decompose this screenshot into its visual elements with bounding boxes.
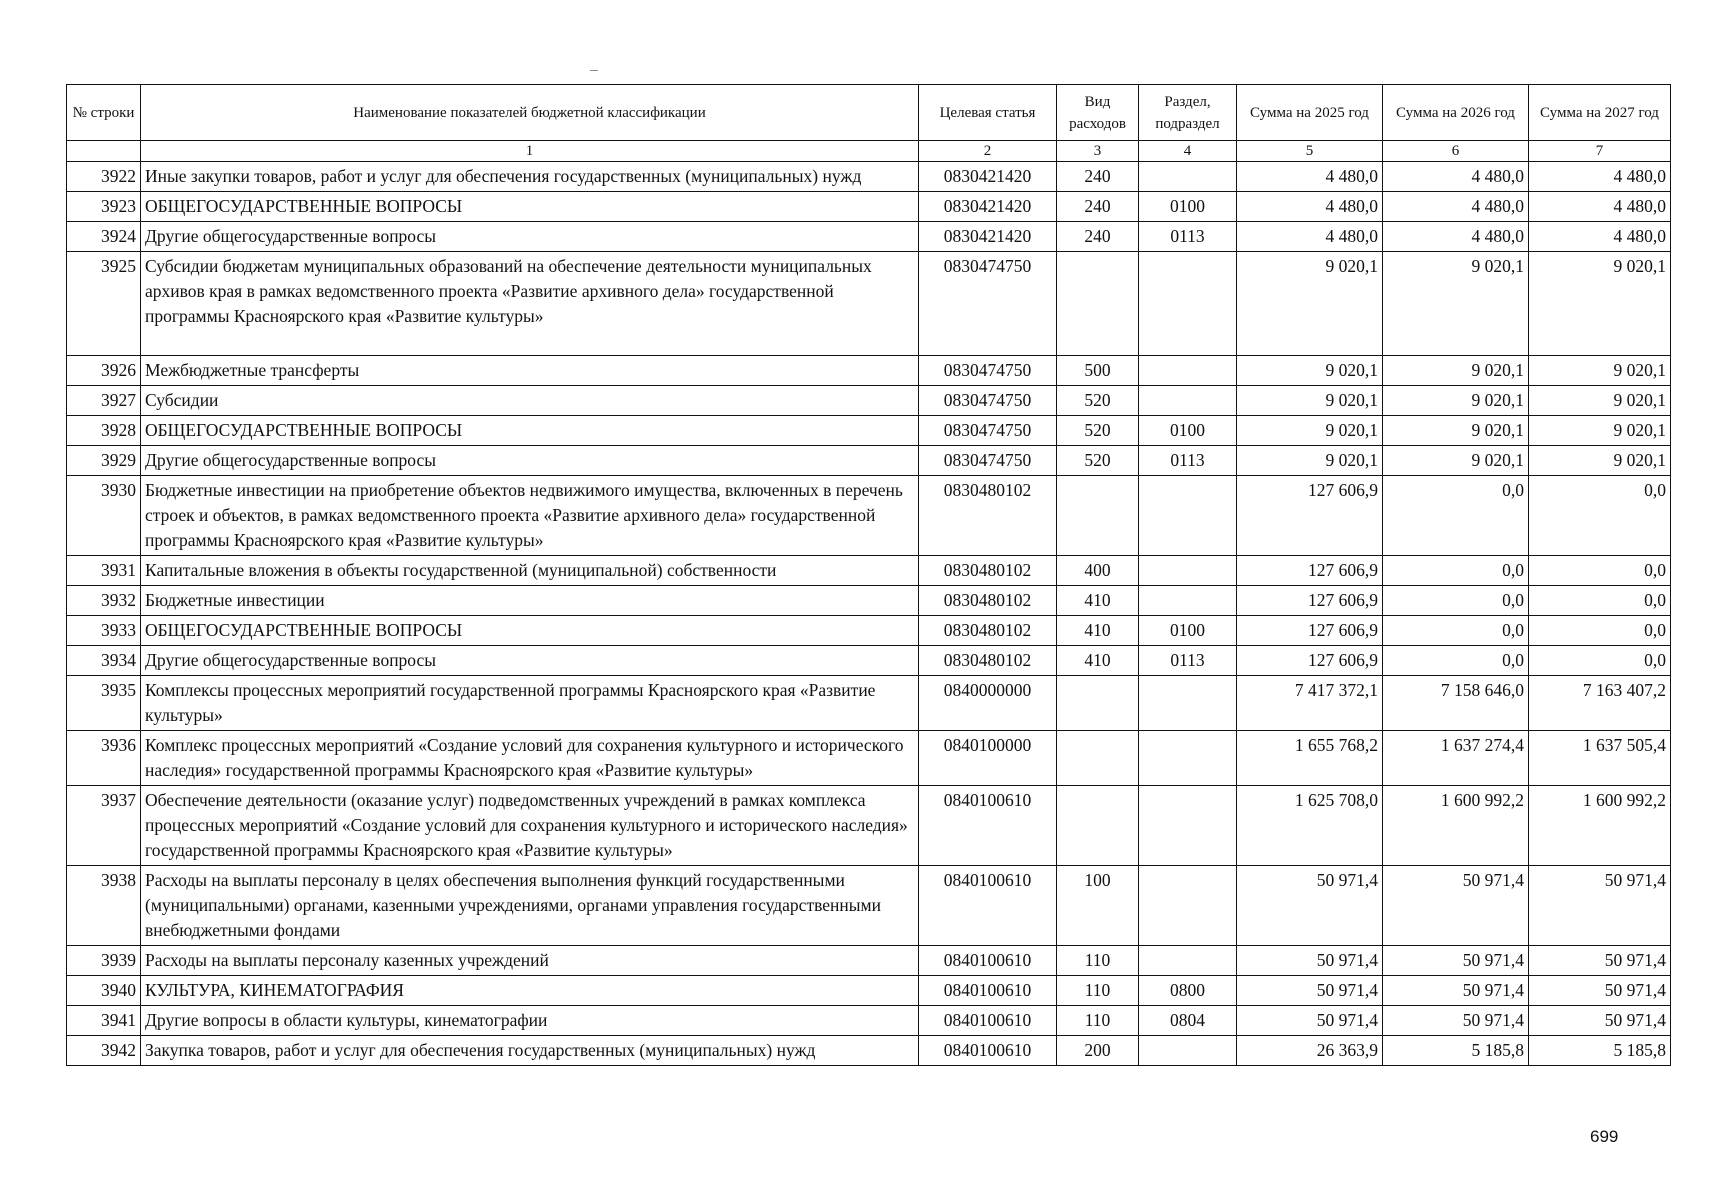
section-code-cell: 0100 <box>1139 192 1237 222</box>
table-row <box>67 556 1671 586</box>
sum-2027-cell: 4 480,0 <box>1529 162 1671 192</box>
target-article-cell: 0840000000 <box>919 676 1057 731</box>
section-code-cell: 0113 <box>1139 446 1237 476</box>
sum-2026-cell: 1 637 274,4 <box>1383 731 1529 786</box>
sum-2027-cell: 0,0 <box>1529 476 1671 556</box>
section-code-cell: 0800 <box>1139 976 1237 1006</box>
table-row <box>67 616 1671 646</box>
sum-2025-cell: 26 363,9 <box>1237 1036 1383 1066</box>
target-article-cell: 0830421420 <box>919 192 1057 222</box>
sum-2025-cell: 127 606,9 <box>1237 586 1383 616</box>
target-article-cell: 0840100610 <box>919 1006 1057 1036</box>
target-article-cell: 0840100610 <box>919 1036 1057 1066</box>
target-article-cell: 0840100610 <box>919 946 1057 976</box>
target-article-cell: 0830480102 <box>919 556 1057 586</box>
header-sum-2025: Сумма на 2025 год <box>1237 85 1383 141</box>
sum-2025-cell: 127 606,9 <box>1237 646 1383 676</box>
indicator-name-cell: Другие вопросы в области культуры, кинематографии <box>141 1006 919 1036</box>
row-number-cell: 3928 <box>67 416 141 446</box>
sum-2026-cell: 4 480,0 <box>1383 162 1529 192</box>
target-article-cell: 0840100610 <box>919 786 1057 866</box>
sum-2025-cell: 1 655 768,2 <box>1237 731 1383 786</box>
section-code-cell: 0113 <box>1139 222 1237 252</box>
section-code-cell <box>1139 946 1237 976</box>
target-article-cell: 0830474750 <box>919 446 1057 476</box>
sum-2025-cell: 9 020,1 <box>1237 252 1383 356</box>
sum-2027-cell: 9 020,1 <box>1529 252 1671 356</box>
indicator-name-cell: Расходы на выплаты персоналу в целях обеспечения выполнения функций государственными (муниципальными) органами, казенными учреждениями, органами управления государственными внебюджетными фондами <box>141 866 919 946</box>
column-number-blank <box>67 141 141 162</box>
column-number: 3 <box>1057 141 1139 162</box>
indicator-name-cell: Капитальные вложения в объекты государственной (муниципальной) собственности <box>141 556 919 586</box>
indicator-name-cell: Субсидии бюджетам муниципальных образований на обеспечение деятельности муниципальных архивов края в рамках ведомственного проекта «Развитие архивного дела» государственной программы Красноярского края «Развитие культуры» <box>141 252 919 356</box>
sum-2026-cell: 9 020,1 <box>1383 416 1529 446</box>
target-article-cell: 0830474750 <box>919 252 1057 356</box>
expense-type-cell: 410 <box>1057 646 1139 676</box>
expense-type-cell <box>1057 252 1139 356</box>
sum-2025-cell: 1 625 708,0 <box>1237 786 1383 866</box>
section-code-cell <box>1139 386 1237 416</box>
sum-2026-cell: 4 480,0 <box>1383 222 1529 252</box>
sum-2026-cell: 9 020,1 <box>1383 386 1529 416</box>
target-article-cell: 0830474750 <box>919 386 1057 416</box>
row-number-cell: 3924 <box>67 222 141 252</box>
section-code-cell <box>1139 252 1237 356</box>
table-row <box>67 386 1671 416</box>
sum-2026-cell: 0,0 <box>1383 586 1529 616</box>
sum-2026-cell: 0,0 <box>1383 646 1529 676</box>
sum-2027-cell: 9 020,1 <box>1529 386 1671 416</box>
section-code-cell: 0100 <box>1139 616 1237 646</box>
sum-2027-cell: 50 971,4 <box>1529 1006 1671 1036</box>
expense-type-cell <box>1057 786 1139 866</box>
expense-type-cell: 410 <box>1057 586 1139 616</box>
section-code-cell: 0100 <box>1139 416 1237 446</box>
header-indicator-name: Наименование показателей бюджетной классификации <box>141 85 919 141</box>
sum-2025-cell: 7 417 372,1 <box>1237 676 1383 731</box>
column-number: 4 <box>1139 141 1237 162</box>
sum-2025-cell: 50 971,4 <box>1237 976 1383 1006</box>
expense-type-cell: 200 <box>1057 1036 1139 1066</box>
table-row <box>67 786 1671 866</box>
indicator-name-cell: Межбюджетные трансферты <box>141 356 919 386</box>
indicator-name-cell: ОБЩЕГОСУДАРСТВЕННЫЕ ВОПРОСЫ <box>141 416 919 446</box>
scan-artifact <box>590 70 598 71</box>
section-code-cell: 0113 <box>1139 646 1237 676</box>
header-expense-type: Вид расходов <box>1057 85 1139 141</box>
indicator-name-cell: ОБЩЕГОСУДАРСТВЕННЫЕ ВОПРОСЫ <box>141 192 919 222</box>
row-number-cell: 3938 <box>67 866 141 946</box>
sum-2026-cell: 1 600 992,2 <box>1383 786 1529 866</box>
expense-type-cell: 500 <box>1057 356 1139 386</box>
sum-2025-cell: 4 480,0 <box>1237 192 1383 222</box>
section-code-cell <box>1139 356 1237 386</box>
sum-2025-cell: 4 480,0 <box>1237 222 1383 252</box>
table-row <box>67 731 1671 786</box>
row-number-cell: 3933 <box>67 616 141 646</box>
section-code-cell <box>1139 786 1237 866</box>
section-code-cell <box>1139 586 1237 616</box>
indicator-name-cell: Другие общегосударственные вопросы <box>141 646 919 676</box>
expense-type-cell <box>1057 731 1139 786</box>
target-article-cell: 0830474750 <box>919 356 1057 386</box>
sum-2027-cell: 50 971,4 <box>1529 976 1671 1006</box>
row-number-cell: 3923 <box>67 192 141 222</box>
sum-2027-cell: 9 020,1 <box>1529 356 1671 386</box>
sum-2027-cell: 7 163 407,2 <box>1529 676 1671 731</box>
section-code-cell <box>1139 676 1237 731</box>
sum-2026-cell: 50 971,4 <box>1383 976 1529 1006</box>
table-row <box>67 866 1671 946</box>
table-row <box>67 356 1671 386</box>
sum-2027-cell: 5 185,8 <box>1529 1036 1671 1066</box>
section-code-cell <box>1139 476 1237 556</box>
table-header-row <box>67 85 1671 141</box>
sum-2026-cell: 9 020,1 <box>1383 252 1529 356</box>
table-row <box>67 192 1671 222</box>
row-number-cell: 3940 <box>67 976 141 1006</box>
indicator-name-cell: КУЛЬТУРА, КИНЕМАТОГРАФИЯ <box>141 976 919 1006</box>
sum-2026-cell: 5 185,8 <box>1383 1036 1529 1066</box>
indicator-name-cell: Иные закупки товаров, работ и услуг для обеспечения государственных (муниципальных) нужд <box>141 162 919 192</box>
section-code-cell <box>1139 162 1237 192</box>
sum-2025-cell: 127 606,9 <box>1237 556 1383 586</box>
expense-type-cell: 110 <box>1057 946 1139 976</box>
target-article-cell: 0840100610 <box>919 976 1057 1006</box>
sum-2027-cell: 50 971,4 <box>1529 866 1671 946</box>
column-number: 5 <box>1237 141 1383 162</box>
row-number-cell: 3931 <box>67 556 141 586</box>
sum-2026-cell: 7 158 646,0 <box>1383 676 1529 731</box>
sum-2025-cell: 50 971,4 <box>1237 946 1383 976</box>
sum-2027-cell: 0,0 <box>1529 586 1671 616</box>
page-number: 699 <box>1590 1127 1619 1146</box>
expense-type-cell: 110 <box>1057 976 1139 1006</box>
expense-type-cell: 520 <box>1057 386 1139 416</box>
row-number-cell: 3935 <box>67 676 141 731</box>
row-number-cell: 3941 <box>67 1006 141 1036</box>
row-number-cell: 3930 <box>67 476 141 556</box>
table-row <box>67 476 1671 556</box>
section-code-cell <box>1139 866 1237 946</box>
row-number-cell: 3937 <box>67 786 141 866</box>
table-row <box>67 162 1671 192</box>
sum-2027-cell: 0,0 <box>1529 556 1671 586</box>
expense-type-cell <box>1057 676 1139 731</box>
indicator-name-cell: Расходы на выплаты персоналу казенных учреждений <box>141 946 919 976</box>
indicator-name-cell: Субсидии <box>141 386 919 416</box>
sum-2025-cell: 50 971,4 <box>1237 866 1383 946</box>
indicator-name-cell: ОБЩЕГОСУДАРСТВЕННЫЕ ВОПРОСЫ <box>141 616 919 646</box>
table-row <box>67 252 1671 356</box>
sum-2027-cell: 4 480,0 <box>1529 192 1671 222</box>
indicator-name-cell: Другие общегосударственные вопросы <box>141 446 919 476</box>
indicator-name-cell: Комплексы процессных мероприятий государственной программы Красноярского края «Развитие культуры» <box>141 676 919 731</box>
expense-type-cell: 520 <box>1057 416 1139 446</box>
header-sum-2026: Сумма на 2026 год <box>1383 85 1529 141</box>
target-article-cell: 0830421420 <box>919 222 1057 252</box>
sum-2027-cell: 0,0 <box>1529 616 1671 646</box>
sum-2025-cell: 50 971,4 <box>1237 1006 1383 1036</box>
table-row <box>67 976 1671 1006</box>
target-article-cell: 0840100610 <box>919 866 1057 946</box>
section-code-cell <box>1139 1036 1237 1066</box>
sum-2026-cell: 50 971,4 <box>1383 866 1529 946</box>
expense-type-cell: 240 <box>1057 222 1139 252</box>
sum-2027-cell: 1 600 992,2 <box>1529 786 1671 866</box>
expense-type-cell: 100 <box>1057 866 1139 946</box>
expense-type-cell <box>1057 476 1139 556</box>
indicator-name-cell: Комплекс процессных мероприятий «Создание условий для сохранения культурного и исторического наследия» государственной программы Красноярского края «Развитие культуры» <box>141 731 919 786</box>
sum-2026-cell: 9 020,1 <box>1383 446 1529 476</box>
row-number-cell: 3934 <box>67 646 141 676</box>
expense-type-cell: 520 <box>1057 446 1139 476</box>
sum-2025-cell: 9 020,1 <box>1237 386 1383 416</box>
row-number-cell: 3925 <box>67 252 141 356</box>
sum-2026-cell: 0,0 <box>1383 556 1529 586</box>
indicator-name-cell: Бюджетные инвестиции <box>141 586 919 616</box>
header-sum-2027: Сумма на 2027 год <box>1529 85 1671 141</box>
row-number-cell: 3932 <box>67 586 141 616</box>
expense-type-cell: 110 <box>1057 1006 1139 1036</box>
table-row <box>67 446 1671 476</box>
table-row <box>67 1036 1671 1066</box>
sum-2025-cell: 9 020,1 <box>1237 356 1383 386</box>
table-row <box>67 1006 1671 1036</box>
sum-2025-cell: 127 606,9 <box>1237 476 1383 556</box>
column-number: 6 <box>1383 141 1529 162</box>
row-number-cell: 3939 <box>67 946 141 976</box>
expense-type-cell: 400 <box>1057 556 1139 586</box>
sum-2026-cell: 50 971,4 <box>1383 946 1529 976</box>
sum-2027-cell: 9 020,1 <box>1529 416 1671 446</box>
indicator-name-cell: Закупка товаров, работ и услуг для обеспечения государственных (муниципальных) нужд <box>141 1036 919 1066</box>
table-row <box>67 416 1671 446</box>
sum-2026-cell: 9 020,1 <box>1383 356 1529 386</box>
table-row <box>67 646 1671 676</box>
expense-type-cell: 240 <box>1057 162 1139 192</box>
target-article-cell: 0830480102 <box>919 616 1057 646</box>
table-row <box>67 586 1671 616</box>
section-code-cell: 0804 <box>1139 1006 1237 1036</box>
column-number-row <box>67 141 1671 162</box>
budget-table-container <box>66 84 1670 1066</box>
sum-2027-cell: 0,0 <box>1529 646 1671 676</box>
table-body <box>67 162 1671 1066</box>
sum-2025-cell: 4 480,0 <box>1237 162 1383 192</box>
target-article-cell: 0830421420 <box>919 162 1057 192</box>
row-number-cell: 3936 <box>67 731 141 786</box>
sum-2026-cell: 0,0 <box>1383 476 1529 556</box>
section-code-cell <box>1139 731 1237 786</box>
section-code-cell <box>1139 556 1237 586</box>
budget-table <box>66 84 1671 1066</box>
target-article-cell: 0830474750 <box>919 416 1057 446</box>
sum-2026-cell: 4 480,0 <box>1383 192 1529 222</box>
column-number: 1 <box>141 141 919 162</box>
sum-2027-cell: 9 020,1 <box>1529 446 1671 476</box>
sum-2027-cell: 1 637 505,4 <box>1529 731 1671 786</box>
sum-2026-cell: 50 971,4 <box>1383 1006 1529 1036</box>
sum-2025-cell: 127 606,9 <box>1237 616 1383 646</box>
table-row <box>67 946 1671 976</box>
sum-2027-cell: 50 971,4 <box>1529 946 1671 976</box>
sum-2027-cell: 4 480,0 <box>1529 222 1671 252</box>
target-article-cell: 0830480102 <box>919 586 1057 616</box>
row-number-cell: 3929 <box>67 446 141 476</box>
sum-2025-cell: 9 020,1 <box>1237 446 1383 476</box>
header-row-number: № строки <box>67 85 141 141</box>
target-article-cell: 0830480102 <box>919 476 1057 556</box>
row-number-cell: 3926 <box>67 356 141 386</box>
header-section: Раздел, подраздел <box>1139 85 1237 141</box>
target-article-cell: 0840100000 <box>919 731 1057 786</box>
header-target-article: Целевая статья <box>919 85 1057 141</box>
indicator-name-cell: Другие общегосударственные вопросы <box>141 222 919 252</box>
indicator-name-cell: Обеспечение деятельности (оказание услуг) подведомственных учреждений в рамках комплекса процессных мероприятий «Создание условий для сохранения культурного и исторического наследия» государственной программы Красноярского края «Развитие культуры» <box>141 786 919 866</box>
row-number-cell: 3927 <box>67 386 141 416</box>
table-row <box>67 222 1671 252</box>
sum-2026-cell: 0,0 <box>1383 616 1529 646</box>
column-number: 2 <box>919 141 1057 162</box>
column-number: 7 <box>1529 141 1671 162</box>
expense-type-cell: 240 <box>1057 192 1139 222</box>
indicator-name-cell: Бюджетные инвестиции на приобретение объектов недвижимого имущества, включенных в перечень строек и объектов, в рамках ведомственного проекта «Развитие архивного дела» государственной программы Красноярского края «Развитие культуры» <box>141 476 919 556</box>
table-row <box>67 676 1671 731</box>
row-number-cell: 3922 <box>67 162 141 192</box>
row-number-cell: 3942 <box>67 1036 141 1066</box>
sum-2025-cell: 9 020,1 <box>1237 416 1383 446</box>
expense-type-cell: 410 <box>1057 616 1139 646</box>
target-article-cell: 0830480102 <box>919 646 1057 676</box>
